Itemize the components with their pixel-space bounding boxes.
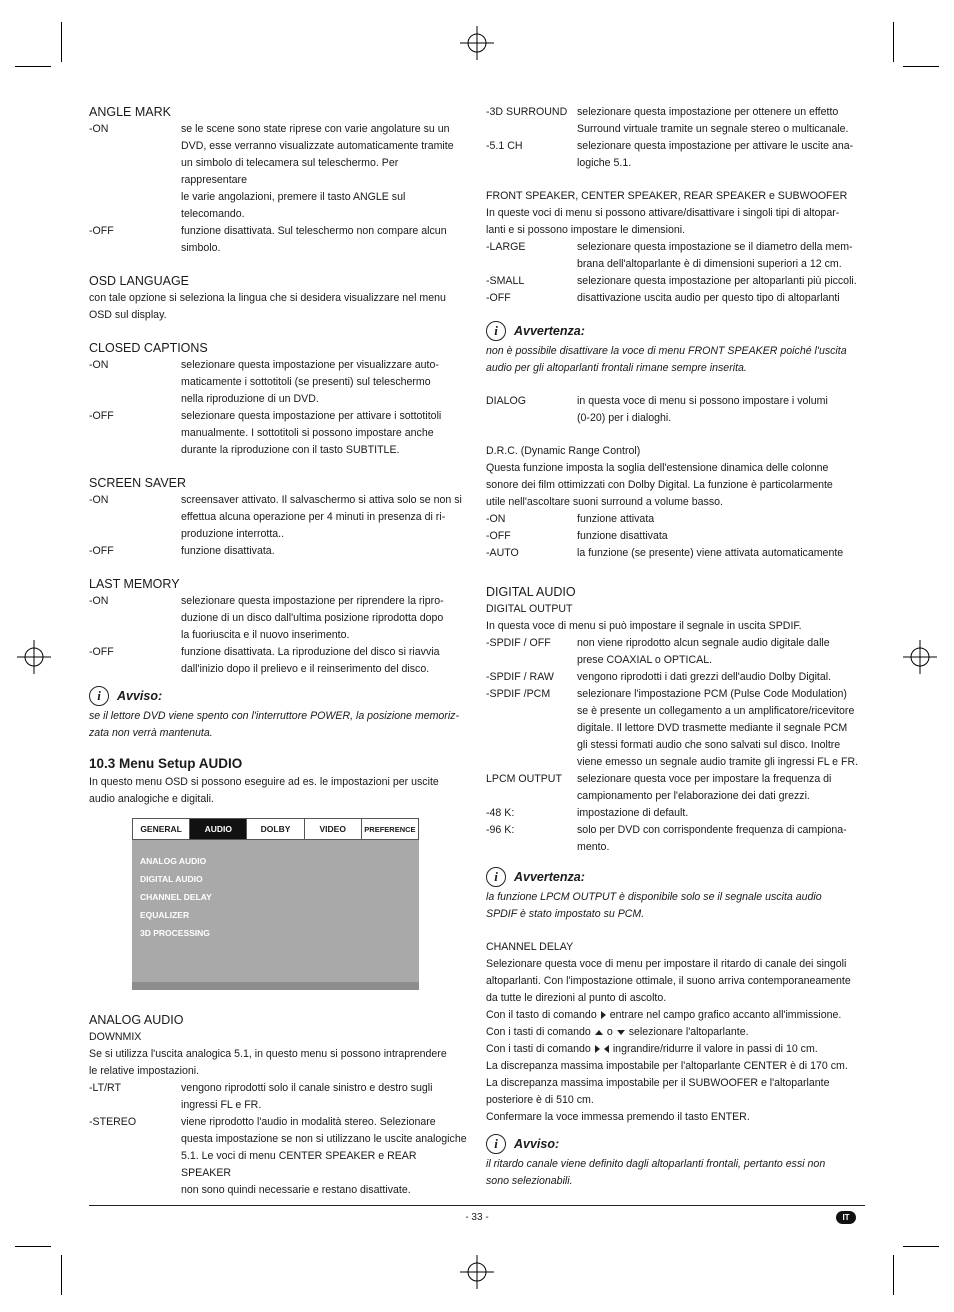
info-icon: i <box>486 321 506 341</box>
tab-audio: AUDIO <box>190 819 247 839</box>
avvertenza-text: la funzione LPCM OUTPUT è disponibile solo se il segnale uscita audio SPDIF è stato impostato su PCM. <box>486 891 822 920</box>
menu-items <box>132 840 419 954</box>
right-column <box>486 104 866 1190</box>
last-memory-on: -ON selezionare questa impostazione per riprendere la ripro- duzione di un disco dall'ultima posizione riprodotta dopo la fuoriuscita e il nuovo inserimento. <box>89 595 444 641</box>
drc-off: -OFF funzione disattivata <box>486 530 668 542</box>
speakers-large: -LARGE selezionare questa impostazione se il diametro della mem- brana dell'altoparlante è di dimensioni superiori a 12 cm. <box>486 241 853 270</box>
avvertenza-note: i Avvertenza: <box>486 865 866 889</box>
speakers-text: In queste voci di menu si possono attivare/disattivare i singoli tipi di altopar- lanti e si possono impostare le dimensioni. <box>486 207 840 236</box>
closed-captions-heading: CLOSED CAPTIONS <box>89 341 208 355</box>
section-intro: In questo menu OSD si possono eseguire ad es. le impostazioni per uscite audio analogiche e digitali. <box>89 776 439 805</box>
tab-preference: PREFERENCE <box>364 824 416 834</box>
avviso-text: se il lettore DVD viene spento con l'interruttore POWER, la posizione memoriz- zata non verrà mantenuta. <box>89 710 460 739</box>
downmix-subheading: DOWNMIX <box>89 1031 142 1043</box>
channel-delay-step1: Con il tasto di comando entrare nel campo grafico accanto all'immissione. <box>486 1009 842 1021</box>
crop-mark <box>15 1246 51 1247</box>
angle-mark-heading: ANGLE MARK <box>89 105 171 119</box>
analog-audio-heading: ANALOG AUDIO <box>89 1013 184 1027</box>
downmix-ltrt: -LT/RT vengono riprodotti solo il canale sinistro e destro sugli ingressi FL e FR. <box>89 1082 433 1111</box>
tab-dolby: DOLBY <box>247 819 304 839</box>
menu-tabs <box>132 818 419 840</box>
speakers-off: -OFF disattivazione uscita audio per questo tipo di altoparlanti <box>486 292 840 304</box>
lpcm-96k: -96 K: solo per DVD con corrispondente frequenza di campiona- mento. <box>486 824 847 853</box>
info-icon: i <box>486 867 506 887</box>
avviso-text: il ritardo canale viene definito dagli altoparlanti frontali, pertanto essi non sono selezionabili. <box>486 1158 826 1187</box>
osd-language-text: con tale opzione si seleziona la lingua che si desidera visualizzare nel menu OSD sul display. <box>89 292 446 321</box>
left-column <box>89 104 467 1199</box>
osd-menu-screenshot <box>132 818 419 990</box>
surround-3d: -3D SURROUND selezionare questa impostazione per ottenere un effetto Surround virtuale tramite un segnale stereo o multicanale. <box>486 106 849 135</box>
spdif-raw: -SPDIF / RAW vengono riprodotti i dati grezzi dell'audio Dolby Digital. <box>486 671 832 683</box>
registration-mark <box>460 26 494 60</box>
speakers-heading: FRONT SPEAKER, CENTER SPEAKER, REAR SPEAKER e SUBWOOFER <box>486 190 848 202</box>
arrow-right-icon <box>595 1045 600 1053</box>
last-memory-heading: LAST MEMORY <box>89 577 180 591</box>
spdif-off: -SPDIF / OFF non viene riprodotto alcun segnale audio digitale dalle prese COAXIAL o OPTICAL. <box>486 637 830 666</box>
last-memory-off: -OFF funzione disattivata. La riproduzione del disco si riavvia dall'inizio dopo il prelievo e il reinserimento del disco. <box>89 646 440 675</box>
menu-item: CHANNEL DELAY <box>140 892 212 902</box>
ch-51: -5.1 CH selezionare questa impostazione per attivare le uscite ana- logiche 5.1. <box>486 140 854 169</box>
registration-mark <box>460 1255 494 1289</box>
osd-language-heading: OSD LANGUAGE <box>89 274 190 288</box>
drc-text: Questa funzione imposta la soglia dell'estensione dinamica delle colonne sonore dei film ottimizzati con Dolby Digital. La funzione è particolarmente utile nell'ascoltare suoni surround a volume basso. <box>486 462 833 508</box>
avviso-note: i Avviso: <box>89 684 467 708</box>
screen-saver-heading: SCREEN SAVER <box>89 476 187 490</box>
menu-status-bar <box>132 982 419 990</box>
crop-mark <box>903 66 939 67</box>
digital-audio-heading: DIGITAL AUDIO <box>486 585 576 599</box>
registration-mark <box>903 640 937 674</box>
menu-item: 3D PROCESSING <box>140 928 210 938</box>
section-title: 10.3 Menu Setup AUDIO <box>89 756 243 771</box>
crop-mark <box>61 1255 62 1295</box>
channel-delay-text: Selezionare questa voce di menu per impostare il ritardo di canale dei singoli altoparlanti. Con l'impostazione ottimale, il suono arriva contemporaneamente da tutte le direzioni al punto di ascolto. <box>486 958 851 1004</box>
tab-general: GENERAL <box>133 819 190 839</box>
crop-mark <box>893 22 894 62</box>
lpcm-48k: -48 K: impostazione di default. <box>486 807 689 819</box>
drc-on: -ON funzione attivata <box>486 513 655 525</box>
closed-captions-off: -OFF selezionare questa impostazione per attivare i sottotitoli manualmente. I sottotitoli si possono impostare anche durante la riproduzione con il tasto SUBTITLE. <box>89 410 442 456</box>
channel-delay-rest: La discrepanza massima impostabile per l'altoparlante CENTER è di 170 cm. La discrepanza massima impostabile per il SUBWOOFER e l'altoparlante posteriore è di 510 cm. Confermare la voce immessa premendo il tasto ENTER. <box>486 1060 848 1123</box>
closed-captions-on: -ON selezionare questa impostazione per visualizzare auto- maticamente i sottotitoli (se presenti) sul teleschermo nella riproduzione di un DVD. <box>89 359 439 405</box>
info-icon: i <box>486 1134 506 1154</box>
spdif-pcm: -SPDIF /PCM selezionare l'impostazione PCM (Pulse Code Modulation) se è presente un collegamento a un amplificatore/ricevitore digitale. Il lettore DVD trasmette mediante il segnale PCM gli stessi formati audio che sono salvati sul disco. Inoltre viene emesso un segnale audio tramite gli ingressi FL e FR. <box>486 688 859 768</box>
channel-delay-step2: Con i tasti di comando o selezionare l'altoparlante. <box>486 1026 749 1038</box>
avviso-note: i Avviso: <box>486 1132 866 1156</box>
menu-item: EQUALIZER <box>140 910 190 920</box>
digital-output-subheading: DIGITAL OUTPUT <box>486 603 573 615</box>
arrow-up-icon <box>595 1030 603 1035</box>
page-number: - 33 - <box>465 1212 489 1223</box>
angle-mark-off: -OFF funzione disattivata. Sul teleschermo non compare alcun simbolo. <box>89 225 447 254</box>
avvertenza-note: i Avvertenza: <box>486 319 866 343</box>
tab-video: VIDEO <box>305 819 362 839</box>
menu-item: DIGITAL AUDIO <box>140 874 203 884</box>
digital-text: In questa voce di menu si può impostare il segnale in uscita SPDIF. <box>486 620 802 632</box>
crop-mark <box>61 22 62 62</box>
drc-auto: -AUTO la funzione (se presente) viene attivata automaticamente <box>486 547 844 559</box>
arrow-left-icon <box>604 1045 609 1053</box>
menu-item: ANALOG AUDIO <box>140 856 207 866</box>
drc-heading: D.R.C. (Dynamic Range Control) <box>486 445 641 457</box>
analog-audio-text: Se si utilizza l'uscita analogica 5.1, in questo menu si possono intraprendere le relative impostazioni. <box>89 1048 447 1077</box>
downmix-stereo: -STEREO viene riprodotto l'audio in modalità stereo. Selezionare questa impostazione se non si utilizzano le uscite analogiche 5.1. Le voci di menu CENTER SPEAKER e REAR SPEAKER non sono quindi necessarie e restano disattivate. <box>89 1116 467 1196</box>
footer-rule <box>89 1205 865 1206</box>
angle-mark-on: -ON se le scene sono state riprese con varie angolature su un DVD, esse verranno visualizzate automaticamente tramite un simbolo di telecamera sul teleschermo. Per rappresentare le varie angolazioni, premere il tasto ANGLE sul telecomando. <box>89 123 454 220</box>
crop-mark <box>893 1255 894 1295</box>
speakers-small: -SMALL selezionare questa impostazione per altoparlanti più piccoli. <box>486 275 857 287</box>
screen-saver-on: -ON screensaver attivato. Il salvaschermo si attiva solo se non si effettua alcuna operazione per 4 minuti in presenza di ri- produzione interrotta.. <box>89 494 462 540</box>
crop-mark <box>15 66 51 67</box>
language-badge: IT <box>836 1211 856 1224</box>
dialog: DIALOG in questa voce di menu si possono impostare i volumi (0-20) per i dialoghi. <box>486 395 828 424</box>
avvertenza-text: non è possibile disattivare la voce di menu FRONT SPEAKER poiché l'uscita audio per gli altoparlanti frontali rimane sempre inserita. <box>486 345 847 374</box>
channel-delay-heading: CHANNEL DELAY <box>486 941 574 953</box>
arrow-right-icon <box>601 1011 606 1019</box>
lpcm-output: LPCM OUTPUT selezionare questa voce per impostare la frequenza di campionamento per l'elaborazione dei dati grezzi. <box>486 773 832 802</box>
screen-saver-off: -OFF funzione disattivata. <box>89 545 275 557</box>
info-icon: i <box>89 686 109 706</box>
arrow-down-icon <box>617 1030 625 1035</box>
registration-mark <box>17 640 51 674</box>
channel-delay-step3: Con i tasti di comando ingrandire/ridurre il valore in passi di 10 cm. <box>486 1043 818 1055</box>
crop-mark <box>903 1246 939 1247</box>
